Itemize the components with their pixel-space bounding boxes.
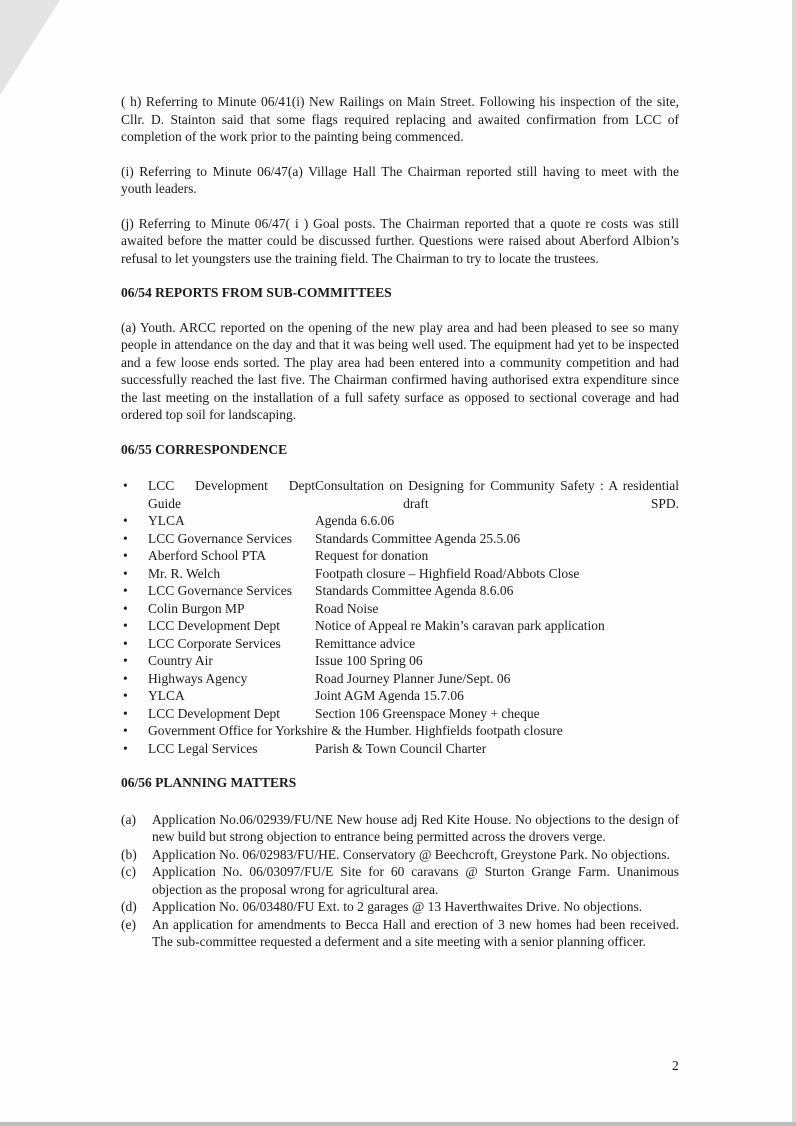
correspondence-from: Mr. R. Welch bbox=[148, 565, 221, 581]
correspondence-subject: Standards Committee Agenda 25.5.06 bbox=[315, 530, 521, 546]
minutes-body bbox=[121, 93, 679, 951]
planning-item-label: (a) bbox=[121, 811, 136, 827]
correspondence-from: LCC Governance Services bbox=[148, 530, 292, 546]
scan-edge-right bbox=[792, 0, 796, 1126]
planning-list bbox=[121, 811, 679, 951]
correspondence-from: Aberford School PTA bbox=[148, 548, 267, 563]
minute-paragraph-h: ( h) Referring to Minute 06/41(i) New Railings on Main Street. Following his inspection of the site, Cllr. D. Stainton said that some flags required replacing and awaited confirmation from LCC of completion of the work prior to the painting being commenced. bbox=[121, 94, 679, 144]
correspondence-from: YLCA bbox=[148, 688, 185, 703]
correspondence-subject: Standards Committee Agenda 8.6.06 bbox=[315, 583, 514, 598]
list-item bbox=[121, 687, 679, 705]
planning-item-label: (b) bbox=[121, 846, 137, 862]
list-item bbox=[121, 477, 679, 512]
list-item bbox=[121, 811, 679, 846]
list-item bbox=[121, 722, 679, 740]
list-item bbox=[121, 740, 679, 758]
correspondence-from: YLCA bbox=[148, 513, 185, 528]
section-heading-reports: 06/54 REPORTS FROM SUB-COMMITTEES bbox=[121, 285, 392, 300]
correspondence-from: Colin Burgon MP bbox=[148, 600, 245, 616]
correspondence-from: LCC Corporate Services bbox=[148, 635, 281, 651]
correspondence-subject: Footpath closure – Highfield Road/Abbots Close bbox=[315, 565, 580, 581]
correspondence-from: LCC Governance Services bbox=[148, 583, 292, 598]
correspondence-from: LCC Legal Services bbox=[148, 740, 258, 756]
list-item bbox=[121, 898, 679, 916]
correspondence-list bbox=[121, 477, 679, 757]
folded-corner bbox=[0, 0, 60, 95]
list-item bbox=[121, 617, 679, 635]
list-item bbox=[121, 600, 679, 618]
correspondence-from: LCC Development Dept bbox=[148, 705, 280, 721]
list-item bbox=[121, 846, 679, 864]
planning-item-text: An application for amendments to Becca Hall and erection of 3 new homes had been received. The sub-committee requested a deferment and a site meeting with a senior planning officer. bbox=[152, 916, 679, 949]
planning-item-text: Application No. 06/02983/FU/HE. Conservatory @ Beechcroft, Greystone Park. No objections. bbox=[152, 846, 670, 862]
list-item bbox=[121, 565, 679, 583]
planning-item-text: Application No. 06/03480/FU Ext. to 2 garages @ 13 Haverthwaites Drive. No objections. bbox=[152, 899, 643, 914]
planning-item-text: Application No.06/02939/FU/NE New house adj Red Kite House. No objections to the design of new build but strong objection to entrance being permitted across the drovers verge. bbox=[152, 811, 679, 844]
planning-item-text: Application No. 06/03097/FU/E Site for 60 caravans @ Sturton Grange Farm. Unanimous objection as the proposal wrong for agricultural area. bbox=[152, 864, 679, 897]
list-item bbox=[121, 512, 679, 530]
correspondence-subject: Agenda 6.6.06 bbox=[315, 513, 395, 528]
correspondence-from: Country Air bbox=[148, 653, 213, 668]
list-item bbox=[121, 863, 679, 898]
correspondence-subject: Joint AGM Agenda 15.7.06 bbox=[315, 688, 464, 703]
correspondence-subject: Parish & Town Council Charter bbox=[315, 740, 487, 756]
correspondence-subject: Remittance advice bbox=[315, 635, 416, 651]
correspondence-from: LCC Development Dept bbox=[148, 618, 280, 633]
planning-item-label: (d) bbox=[121, 899, 137, 914]
list-item bbox=[121, 635, 679, 653]
planning-item-label: (c) bbox=[121, 864, 136, 879]
list-item bbox=[121, 582, 679, 600]
list-item bbox=[121, 705, 679, 723]
list-item bbox=[121, 530, 679, 548]
scan-edge-bottom bbox=[0, 1122, 796, 1126]
planning-item-label: (e) bbox=[121, 916, 136, 932]
section-heading-correspondence: 06/55 CORRESPONDENCE bbox=[121, 441, 288, 457]
list-item bbox=[121, 652, 679, 670]
correspondence-subject: Road Noise bbox=[315, 600, 379, 616]
minute-paragraph-i: (i) Referring to Minute 06/47(a) Village Hall The Chairman reported still having to meet with the youth leaders. bbox=[121, 163, 679, 196]
correspondence-from: Government Office for Yorkshire & the Humber. Highfields footpath closure bbox=[148, 723, 563, 738]
minute-paragraph-j: (j) Referring to Minute 06/47( i ) Goal posts. The Chairman reported that a quote re costs was still awaited before the matter could be discussed further. Questions were raised about Aberford Albion’s refusal to let youngsters use the training field. The Chairman to try to locate the trustees. bbox=[121, 215, 679, 266]
correspondence-subject: Request for donation bbox=[315, 548, 429, 563]
correspondence-subject: Notice of Appeal re Makin’s caravan park application bbox=[315, 618, 605, 633]
correspondence-subject: Issue 100 Spring 06 bbox=[315, 653, 423, 668]
list-item bbox=[121, 916, 679, 951]
correspondence-from: LCC Development Dept bbox=[148, 478, 315, 493]
list-item bbox=[121, 670, 679, 688]
section-heading-planning: 06/56 PLANNING MATTERS bbox=[121, 775, 297, 790]
correspondence-subject: Section 106 Greenspace Money + cheque bbox=[315, 705, 540, 721]
correspondence-subject: Road Journey Planner June/Sept. 06 bbox=[315, 670, 511, 686]
correspondence-from: Highways Agency bbox=[148, 670, 248, 686]
correspondence-subject: Consultation on Designing for Community Safety : A residential Guide draft SPD. bbox=[148, 478, 679, 511]
page-number: 2 bbox=[672, 1058, 679, 1073]
list-item bbox=[121, 547, 679, 565]
youth-report-paragraph: (a) Youth. ARCC reported on the opening of the new play area and had been pleased to see so many people in attendance on the day and that it was being well used. The equipment had yet to be inspected and a few loose ends sorted. The play area had been entered into a community competition and had successfully reached the last five. The Chairman confirmed having authorised extra expenditure since the last meeting on the installation of a full safety surface as opposed to sectional coverage and had ordered top soil for landscaping. bbox=[121, 319, 679, 422]
